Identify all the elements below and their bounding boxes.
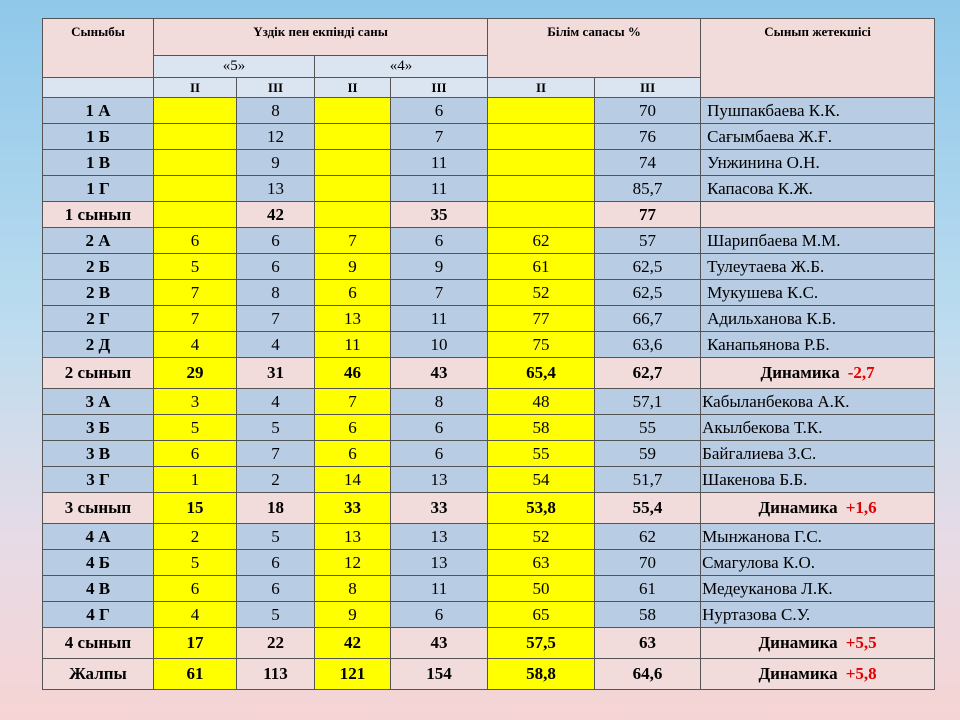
class-cell: 2 Г — [43, 306, 154, 332]
teacher-cell: Тулеутаева Ж.Б. — [701, 254, 935, 280]
class-cell: 1 Б — [43, 124, 154, 150]
teacher-cell: Мынжанова Г.С. — [701, 524, 935, 550]
class-cell: 1 сынып — [43, 202, 154, 228]
table-row — [43, 254, 935, 280]
table-row — [43, 150, 935, 176]
value-cell: 33 — [391, 493, 488, 524]
value-cell: 57 — [595, 228, 701, 254]
class-cell: 2 Д — [43, 332, 154, 358]
value-cell: 70 — [595, 550, 701, 576]
header-quality: Білім сапасы % — [488, 19, 701, 78]
dynamics-value: -2,7 — [847, 363, 875, 382]
value-cell: 54 — [488, 467, 595, 493]
table-row — [43, 98, 935, 124]
header-sub: III — [595, 78, 701, 98]
summary-row — [43, 202, 935, 228]
value-cell: 42 — [315, 628, 391, 659]
value-cell: 13 — [391, 550, 488, 576]
value-cell: 3 — [154, 389, 237, 415]
value-cell: 11 — [391, 176, 488, 202]
value-cell: 11 — [391, 576, 488, 602]
teacher-cell — [701, 358, 935, 389]
value-cell: 8 — [315, 576, 391, 602]
value-cell: 74 — [595, 150, 701, 176]
value-cell — [154, 98, 237, 124]
value-cell: 6 — [391, 441, 488, 467]
teacher-cell: Кабыланбекова А.К. — [701, 389, 935, 415]
value-cell: 63 — [595, 628, 701, 659]
class-cell: 2 А — [43, 228, 154, 254]
value-cell: 7 — [237, 306, 315, 332]
value-cell: 6 — [237, 576, 315, 602]
value-cell: 11 — [391, 306, 488, 332]
dynamics-label: Динамика — [758, 498, 838, 517]
value-cell: 5 — [237, 415, 315, 441]
class-cell: 3 В — [43, 441, 154, 467]
value-cell: 10 — [391, 332, 488, 358]
value-cell: 5 — [237, 524, 315, 550]
grades-table — [42, 18, 935, 690]
value-cell: 58,8 — [488, 659, 595, 690]
value-cell: 6 — [315, 280, 391, 306]
value-cell: 4 — [154, 332, 237, 358]
value-cell: 13 — [315, 524, 391, 550]
header-sub: II — [315, 78, 391, 98]
table-row — [43, 176, 935, 202]
class-cell: 4 Б — [43, 550, 154, 576]
header-five: «5» — [154, 56, 315, 78]
value-cell: 50 — [488, 576, 595, 602]
value-cell: 8 — [237, 280, 315, 306]
header-blank — [43, 78, 154, 98]
value-cell: 62,5 — [595, 254, 701, 280]
teacher-cell: Нуртазова С.У. — [701, 602, 935, 628]
value-cell: 13 — [237, 176, 315, 202]
table-row — [43, 441, 935, 467]
value-cell: 121 — [315, 659, 391, 690]
value-cell: 13 — [315, 306, 391, 332]
dynamics-value: +1,6 — [845, 498, 877, 517]
dynamics-value: +5,5 — [845, 633, 877, 652]
value-cell: 43 — [391, 628, 488, 659]
value-cell — [315, 124, 391, 150]
value-cell: 5 — [154, 550, 237, 576]
dynamics-value: +5,8 — [845, 664, 877, 683]
value-cell: 42 — [237, 202, 315, 228]
class-cell: 3 Б — [43, 415, 154, 441]
class-cell: 1 Г — [43, 176, 154, 202]
value-cell: 12 — [237, 124, 315, 150]
value-cell: 65,4 — [488, 358, 595, 389]
teacher-cell — [701, 659, 935, 690]
value-cell — [315, 202, 391, 228]
value-cell: 8 — [237, 98, 315, 124]
value-cell: 7 — [391, 280, 488, 306]
class-cell: 3 сынып — [43, 493, 154, 524]
value-cell: 2 — [154, 524, 237, 550]
class-cell: 4 Г — [43, 602, 154, 628]
table-row — [43, 467, 935, 493]
value-cell: 29 — [154, 358, 237, 389]
header-excellent: Үздік пен екпінді саны — [154, 19, 488, 56]
value-cell: 75 — [488, 332, 595, 358]
value-cell: 76 — [595, 124, 701, 150]
value-cell: 9 — [237, 150, 315, 176]
value-cell: 31 — [237, 358, 315, 389]
summary-row — [43, 358, 935, 389]
value-cell: 18 — [237, 493, 315, 524]
teacher-cell: Шакенова Б.Б. — [701, 467, 935, 493]
header-four: «4» — [315, 56, 488, 78]
value-cell: 6 — [237, 228, 315, 254]
class-cell: 3 Г — [43, 467, 154, 493]
table-row — [43, 280, 935, 306]
value-cell: 51,7 — [595, 467, 701, 493]
class-cell: 4 А — [43, 524, 154, 550]
table-row — [43, 228, 935, 254]
value-cell: 17 — [154, 628, 237, 659]
header-sub: III — [391, 78, 488, 98]
value-cell: 13 — [391, 524, 488, 550]
value-cell: 6 — [154, 441, 237, 467]
teacher-cell — [701, 628, 935, 659]
value-cell — [315, 176, 391, 202]
value-cell: 62,5 — [595, 280, 701, 306]
value-cell: 57,5 — [488, 628, 595, 659]
header-sub: II — [154, 78, 237, 98]
value-cell: 13 — [391, 467, 488, 493]
value-cell: 33 — [315, 493, 391, 524]
value-cell: 63,6 — [595, 332, 701, 358]
value-cell: 35 — [391, 202, 488, 228]
value-cell: 22 — [237, 628, 315, 659]
value-cell: 6 — [391, 228, 488, 254]
summary-row — [43, 628, 935, 659]
value-cell: 9 — [391, 254, 488, 280]
value-cell: 66,7 — [595, 306, 701, 332]
teacher-cell: Пушпакбаева К.К. — [701, 98, 935, 124]
value-cell — [488, 124, 595, 150]
value-cell: 6 — [391, 602, 488, 628]
class-cell: 2 Б — [43, 254, 154, 280]
value-cell: 63 — [488, 550, 595, 576]
value-cell: 11 — [391, 150, 488, 176]
teacher-cell: Мукушева К.С. — [701, 280, 935, 306]
dynamics-label: Динамика — [758, 633, 838, 652]
table-row — [43, 550, 935, 576]
value-cell: 85,7 — [595, 176, 701, 202]
teacher-cell: Капасова К.Ж. — [701, 176, 935, 202]
dynamics-label: Динамика — [760, 363, 840, 382]
value-cell: 6 — [391, 98, 488, 124]
value-cell — [488, 176, 595, 202]
value-cell: 55 — [595, 415, 701, 441]
value-cell: 6 — [237, 550, 315, 576]
value-cell — [315, 98, 391, 124]
value-cell: 58 — [595, 602, 701, 628]
value-cell: 77 — [488, 306, 595, 332]
class-cell: 2 сынып — [43, 358, 154, 389]
value-cell — [154, 150, 237, 176]
value-cell: 7 — [315, 228, 391, 254]
class-cell: 1 А — [43, 98, 154, 124]
value-cell: 9 — [315, 602, 391, 628]
teacher-cell: Байгалиева З.С. — [701, 441, 935, 467]
value-cell: 55,4 — [595, 493, 701, 524]
value-cell: 46 — [315, 358, 391, 389]
value-cell: 4 — [237, 332, 315, 358]
value-cell: 65 — [488, 602, 595, 628]
class-cell: 2 В — [43, 280, 154, 306]
teacher-cell — [701, 202, 935, 228]
value-cell: 61 — [595, 576, 701, 602]
value-cell: 11 — [315, 332, 391, 358]
class-cell: 3 А — [43, 389, 154, 415]
value-cell: 7 — [391, 124, 488, 150]
table-row — [43, 124, 935, 150]
class-cell: Жалпы — [43, 659, 154, 690]
value-cell — [315, 150, 391, 176]
teacher-cell: Канапьянова Р.Б. — [701, 332, 935, 358]
value-cell: 7 — [315, 389, 391, 415]
header-class: Сыныбы — [43, 19, 154, 78]
value-cell: 57,1 — [595, 389, 701, 415]
value-cell: 14 — [315, 467, 391, 493]
value-cell: 77 — [595, 202, 701, 228]
value-cell: 58 — [488, 415, 595, 441]
value-cell: 59 — [595, 441, 701, 467]
value-cell: 12 — [315, 550, 391, 576]
table-row — [43, 602, 935, 628]
value-cell: 15 — [154, 493, 237, 524]
value-cell: 2 — [237, 467, 315, 493]
value-cell — [488, 202, 595, 228]
value-cell: 5 — [154, 415, 237, 441]
value-cell: 52 — [488, 280, 595, 306]
value-cell — [154, 124, 237, 150]
teacher-cell — [701, 493, 935, 524]
summary-row — [43, 493, 935, 524]
value-cell: 61 — [488, 254, 595, 280]
header-sub: III — [237, 78, 315, 98]
table-row — [43, 415, 935, 441]
value-cell: 55 — [488, 441, 595, 467]
value-cell: 7 — [154, 306, 237, 332]
value-cell: 9 — [315, 254, 391, 280]
value-cell: 43 — [391, 358, 488, 389]
value-cell — [154, 202, 237, 228]
teacher-cell: Акылбекова Т.К. — [701, 415, 935, 441]
value-cell: 6 — [315, 441, 391, 467]
teacher-cell: Смагулова К.О. — [701, 550, 935, 576]
value-cell: 64,6 — [595, 659, 701, 690]
header-sub: II — [488, 78, 595, 98]
summary-row — [43, 659, 935, 690]
value-cell: 5 — [237, 602, 315, 628]
value-cell: 62 — [595, 524, 701, 550]
value-cell: 70 — [595, 98, 701, 124]
teacher-cell: Медеуканова Л.К. — [701, 576, 935, 602]
value-cell: 5 — [154, 254, 237, 280]
value-cell: 62,7 — [595, 358, 701, 389]
table-row — [43, 576, 935, 602]
value-cell: 61 — [154, 659, 237, 690]
value-cell: 1 — [154, 467, 237, 493]
value-cell: 52 — [488, 524, 595, 550]
table-row — [43, 332, 935, 358]
table-row — [43, 389, 935, 415]
teacher-cell: Унжинина О.Н. — [701, 150, 935, 176]
teacher-cell: Сағымбаева Ж.Ғ. — [701, 124, 935, 150]
value-cell: 53,8 — [488, 493, 595, 524]
value-cell: 4 — [237, 389, 315, 415]
header-teacher: Сынып жетекшісі — [701, 19, 935, 98]
value-cell: 8 — [391, 389, 488, 415]
value-cell: 48 — [488, 389, 595, 415]
table-row — [43, 306, 935, 332]
table-row — [43, 524, 935, 550]
teacher-cell: Адильханова К.Б. — [701, 306, 935, 332]
dynamics-label: Динамика — [758, 664, 838, 683]
value-cell: 62 — [488, 228, 595, 254]
class-cell: 4 В — [43, 576, 154, 602]
class-cell: 4 сынып — [43, 628, 154, 659]
value-cell: 154 — [391, 659, 488, 690]
value-cell: 4 — [154, 602, 237, 628]
value-cell: 6 — [391, 415, 488, 441]
value-cell: 6 — [237, 254, 315, 280]
class-cell: 1 В — [43, 150, 154, 176]
value-cell: 6 — [154, 228, 237, 254]
teacher-cell: Шарипбаева М.М. — [701, 228, 935, 254]
value-cell — [488, 150, 595, 176]
value-cell: 113 — [237, 659, 315, 690]
value-cell: 7 — [154, 280, 237, 306]
value-cell — [488, 98, 595, 124]
value-cell: 7 — [237, 441, 315, 467]
value-cell — [154, 176, 237, 202]
value-cell: 6 — [315, 415, 391, 441]
value-cell: 6 — [154, 576, 237, 602]
